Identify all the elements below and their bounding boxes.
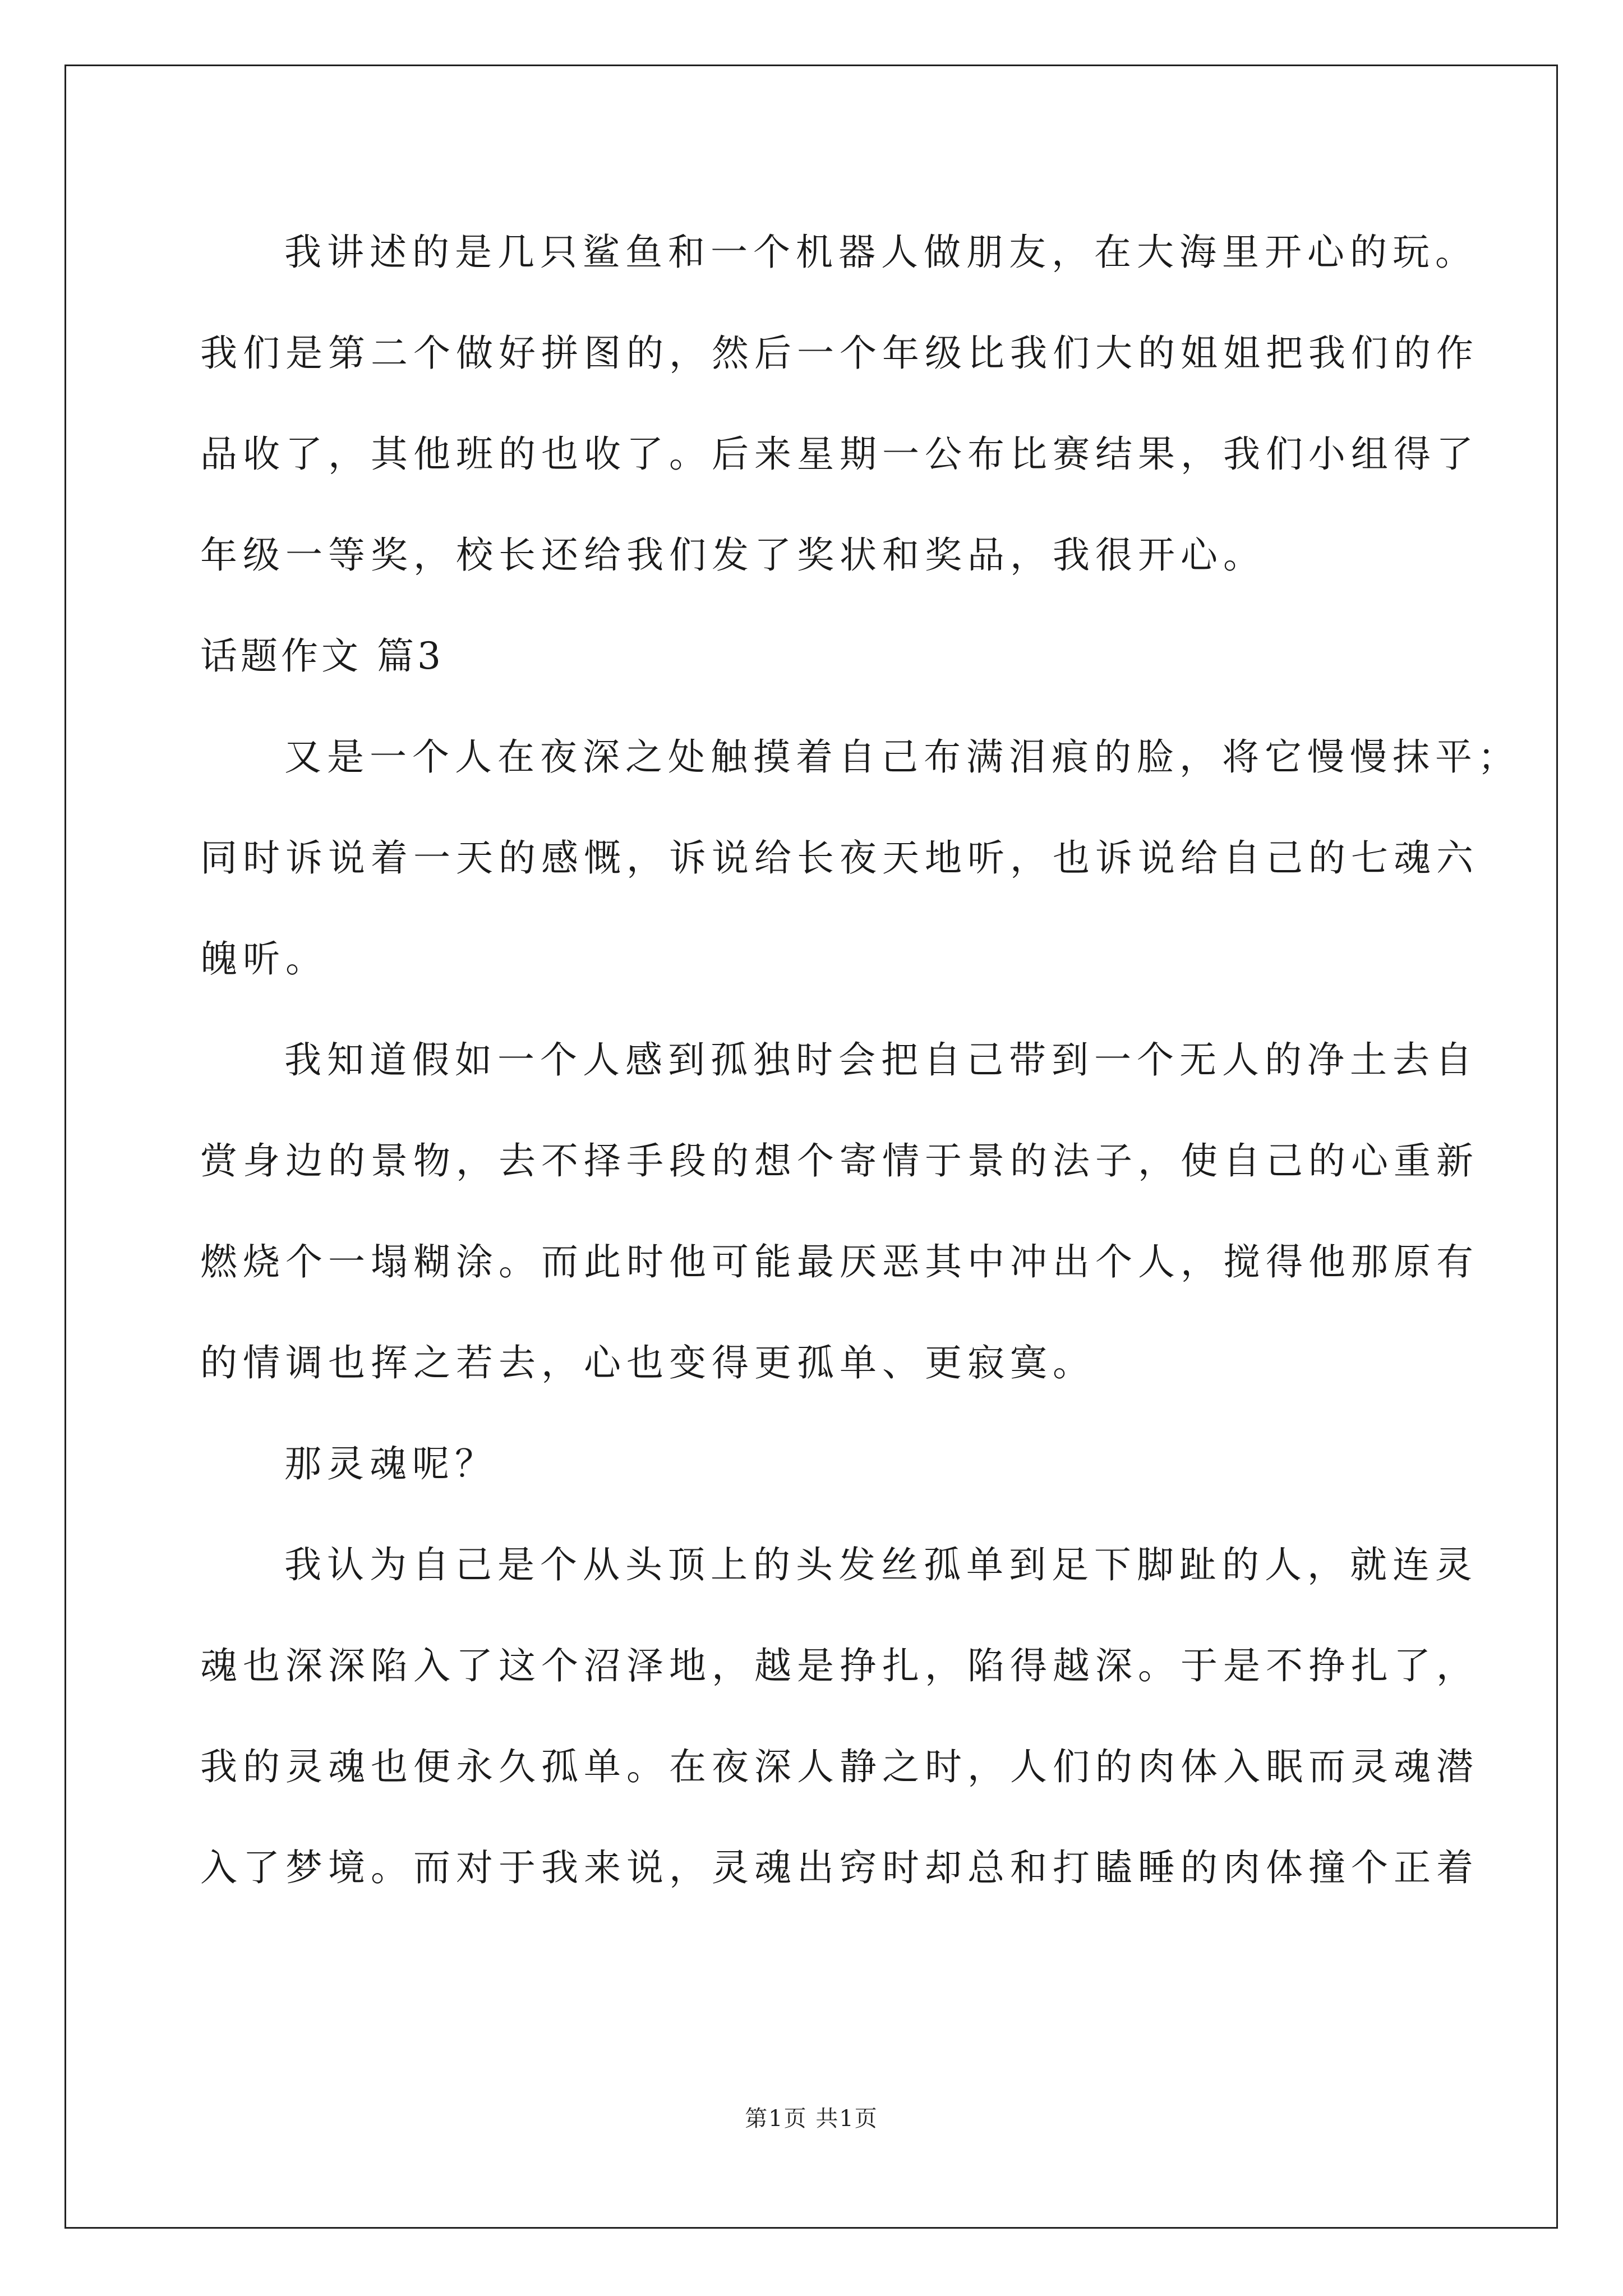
paragraph-line: 那灵魂呢？ [284,1442,497,1485]
paragraph-line: 的情调也挥之若去，心也变得更孤单、更寂寞。 [200,1341,1095,1384]
paragraph-line: 年级一等奖，校长还给我们发了奖状和奖品，我很开心。 [200,533,1266,577]
paragraph-line: 品收了，其他班的也收了。后来星期一公布比赛结果，我们小组得了 [200,432,1479,476]
paragraph-line: 我知道假如一个人感到孤独时会把自己带到一个无人的净土去自 [284,1038,1478,1082]
section-heading: 话题作文 篇3 [200,634,444,678]
paragraph-line: 我的灵魂也便永久孤单。在夜深人静之时，人们的肉体入眠而灵魂潜 [200,1745,1479,1788]
paragraph-line: 我认为自己是个从头顶上的头发丝孤单到足下脚趾的人，就连灵 [284,1543,1478,1586]
paragraph-line: 赏身边的景物，去不择手段的想个寄情于景的法子，使自己的心重新 [200,1139,1479,1182]
paragraph-line: 魄听。 [200,937,328,981]
paragraph-line: 又是一个人在夜深之处触摸着自己布满泪痕的脸，将它慢慢抹平； [284,735,1520,779]
page-footer: 第1页 共1页 [745,2106,878,2132]
document-body [200,202,1520,1918]
paragraph-line: 我们是第二个做好拼图的，然后一个年级比我们大的姐姐把我们的作 [200,332,1479,375]
paragraph-line: 入了梦境。而对于我来说，灵魂出窍时却总和打瞌睡的肉体撞个正着 [200,1846,1479,1889]
paragraph-line: 我讲述的是几只鲨鱼和一个机器人做朋友，在大海里开心的玩。 [284,231,1478,274]
paragraph-line: 同时诉说着一天的感慨，诉说给长夜天地听，也诉说给自己的七魂六 [200,836,1479,880]
paragraph-line: 燃烧个一塌糊涂。而此时他可能最厌恶其中冲出个人，搅得他那原有 [200,1240,1479,1283]
paragraph-line: 魂也深深陷入了这个沼泽地，越是挣扎，陷得越深。于是不挣扎了， [200,1644,1479,1687]
